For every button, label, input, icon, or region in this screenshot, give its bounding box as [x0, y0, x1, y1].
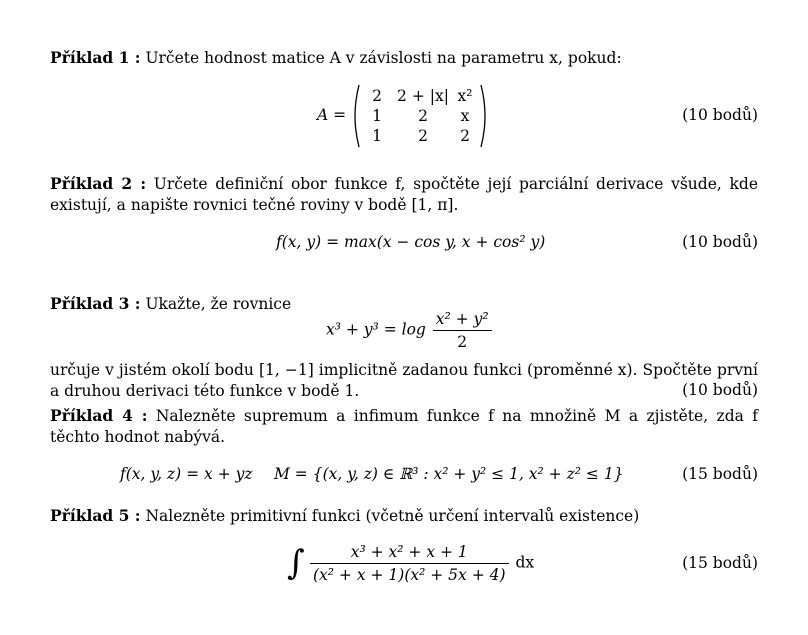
problem-3-points: (10 bodů)	[682, 381, 758, 399]
matrix-cell: 1	[372, 127, 382, 145]
problem-5-equation	[308, 543, 534, 584]
matrix-right-paren	[480, 84, 490, 148]
problem-2	[50, 173, 758, 216]
problem-4-label: Příklad 4 :	[50, 406, 148, 425]
problem-2-points: (10 bodů)	[682, 233, 758, 251]
problem-3-numerator: x² + y²	[433, 310, 492, 331]
problem-1-label: Příklad 1 :	[50, 48, 141, 67]
problem-3-equation	[326, 310, 494, 351]
matrix-cell: 2	[372, 87, 382, 105]
problem-3-text: Ukažte, že rovnice	[140, 295, 292, 313]
matrix-cell: x	[460, 107, 470, 125]
problem-5-points: (15 bodů)	[682, 554, 758, 572]
problem-5	[50, 505, 758, 527]
problem-1-points: (10 bodů)	[682, 106, 758, 124]
problem-5-fraction	[310, 543, 509, 584]
problem-4-eq-f: f(x, y, z) = x + yz	[120, 465, 253, 483]
problem-1	[50, 47, 758, 69]
problem-5-text: Nalezněte primitivní funkci (včetně určení intervalů existence)	[140, 507, 640, 525]
problem-2-equation: f(x, y) = max(x − cos y, x + cos² y)	[276, 233, 546, 251]
problem-5-denominator: (x² + x + 1)(x² + 5x + 4)	[313, 566, 506, 584]
problem-4-eq-m: M = {(x, y, z) ∈ ℝ³ : x² + y² ≤ 1, x² + z² ≤ 1}	[274, 465, 624, 483]
integral-sign: ∫	[287, 543, 305, 583]
matrix-cell: 2	[460, 127, 470, 145]
problem-3-fraction	[433, 310, 492, 351]
problem-4-points: (15 bodů)	[682, 465, 758, 483]
problem-5-numerator: x³ + x² + x + 1	[310, 543, 509, 564]
matrix-cell: 2	[418, 107, 428, 125]
problem-3-denominator: 2	[457, 333, 468, 351]
problem-4-text: Nalezněte supremum a infimum funkce f na množině M a zjistěte, zda f těchto hodnot nabývá.	[50, 407, 758, 446]
problem-5-dx: dx	[515, 553, 535, 572]
problem-2-label: Příklad 2 :	[50, 174, 147, 193]
problem-3-label: Příklad 3 :	[50, 294, 141, 313]
problem-1-eq-lhs: A =	[317, 106, 347, 124]
problem-3-eq-lhs: x³ + y³ = log	[326, 320, 426, 339]
matrix-cell: 2	[418, 127, 428, 145]
problem-1-text: Určete hodnost matice A v závislosti na parametru x, pokud:	[140, 49, 622, 67]
problem-2-text: Určete definiční obor funkce f, spočtěte její parciální derivace všude, kde existují, a napište rovnici tečné roviny v bodě [1, π].	[50, 175, 758, 214]
problem-1-matrix	[350, 84, 490, 148]
matrix-cell: 1	[372, 107, 382, 125]
matrix-cell: x²	[457, 87, 473, 105]
matrix-cell: 2 + |x|	[397, 87, 449, 105]
problem-4	[50, 405, 758, 448]
problem-5-label: Příklad 5 :	[50, 506, 141, 525]
problem-3-text2: určuje v jistém okolí bodu [1, −1] implicitně zadanou funkci (proměnné x). Spočtěte první a druhou derivaci této funkce v bodě 1.	[50, 361, 758, 400]
